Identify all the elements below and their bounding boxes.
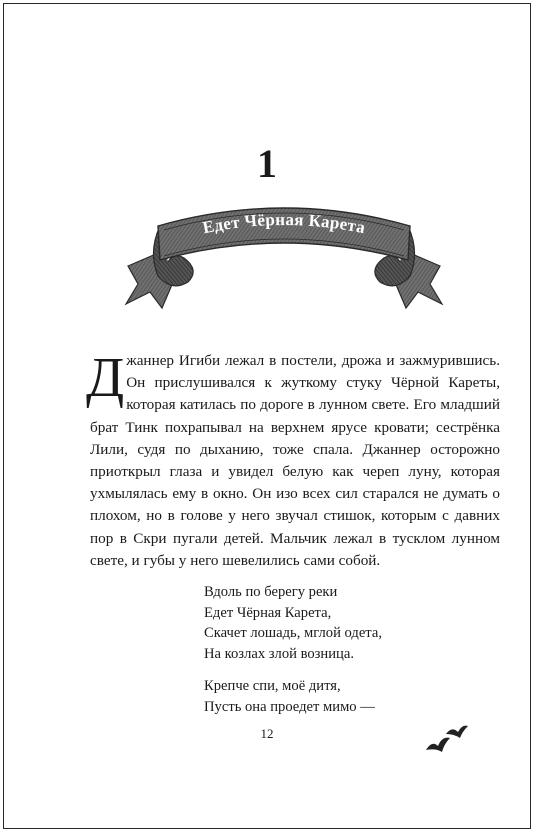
book-page: [3, 3, 531, 829]
poem-stanza-1: [204, 582, 382, 664]
poem-line: Крепче спи, моё дитя,: [204, 678, 341, 695]
page-number: 12: [260, 726, 274, 741]
poem-line: На козлах злой возница.: [204, 645, 354, 662]
chapter-ribbon-banner: [122, 196, 446, 320]
body-paragraph: жаннер Игиби лежал в постели, дрожа и зажмурившись. Он прислушивался к жуткому стуку Чёрной Кареты, которая катилась по дороге в лунном свете. Его младший брат Тинк похрапывал на верхнем ярусе кровати; сестрёнка Лили, судя по дыханию, тоже спала. Джаннер осторожно приоткрыл глаза и увидел белую как череп луну, которая ухмылялась ему в окно. Он изо всех сил старался не думать о плохом, но в голове у него звучал стишок, которым с давних пор в Скри пугали детей. Мальчик лежал в тусклом лунном свете, и губы у него шевелились сами собой.: [90, 352, 500, 569]
drop-cap: Д: [86, 347, 125, 409]
chapter-body: [86, 347, 500, 572]
poem-line: Пусть она проедет мимо —: [204, 698, 375, 715]
poem-line: Скачет лошадь, мглой одета,: [204, 625, 382, 642]
poem: [204, 582, 382, 730]
chapter-number: 1: [257, 141, 277, 186]
poem-stanza-2: [204, 676, 382, 717]
poem-line: Едет Чёрная Карета,: [204, 604, 332, 621]
chapter-title: Едет Чёрная Карета: [200, 209, 368, 238]
birds-ornament-icon: [422, 722, 470, 758]
poem-line: Вдоль по берегу реки: [204, 584, 338, 600]
